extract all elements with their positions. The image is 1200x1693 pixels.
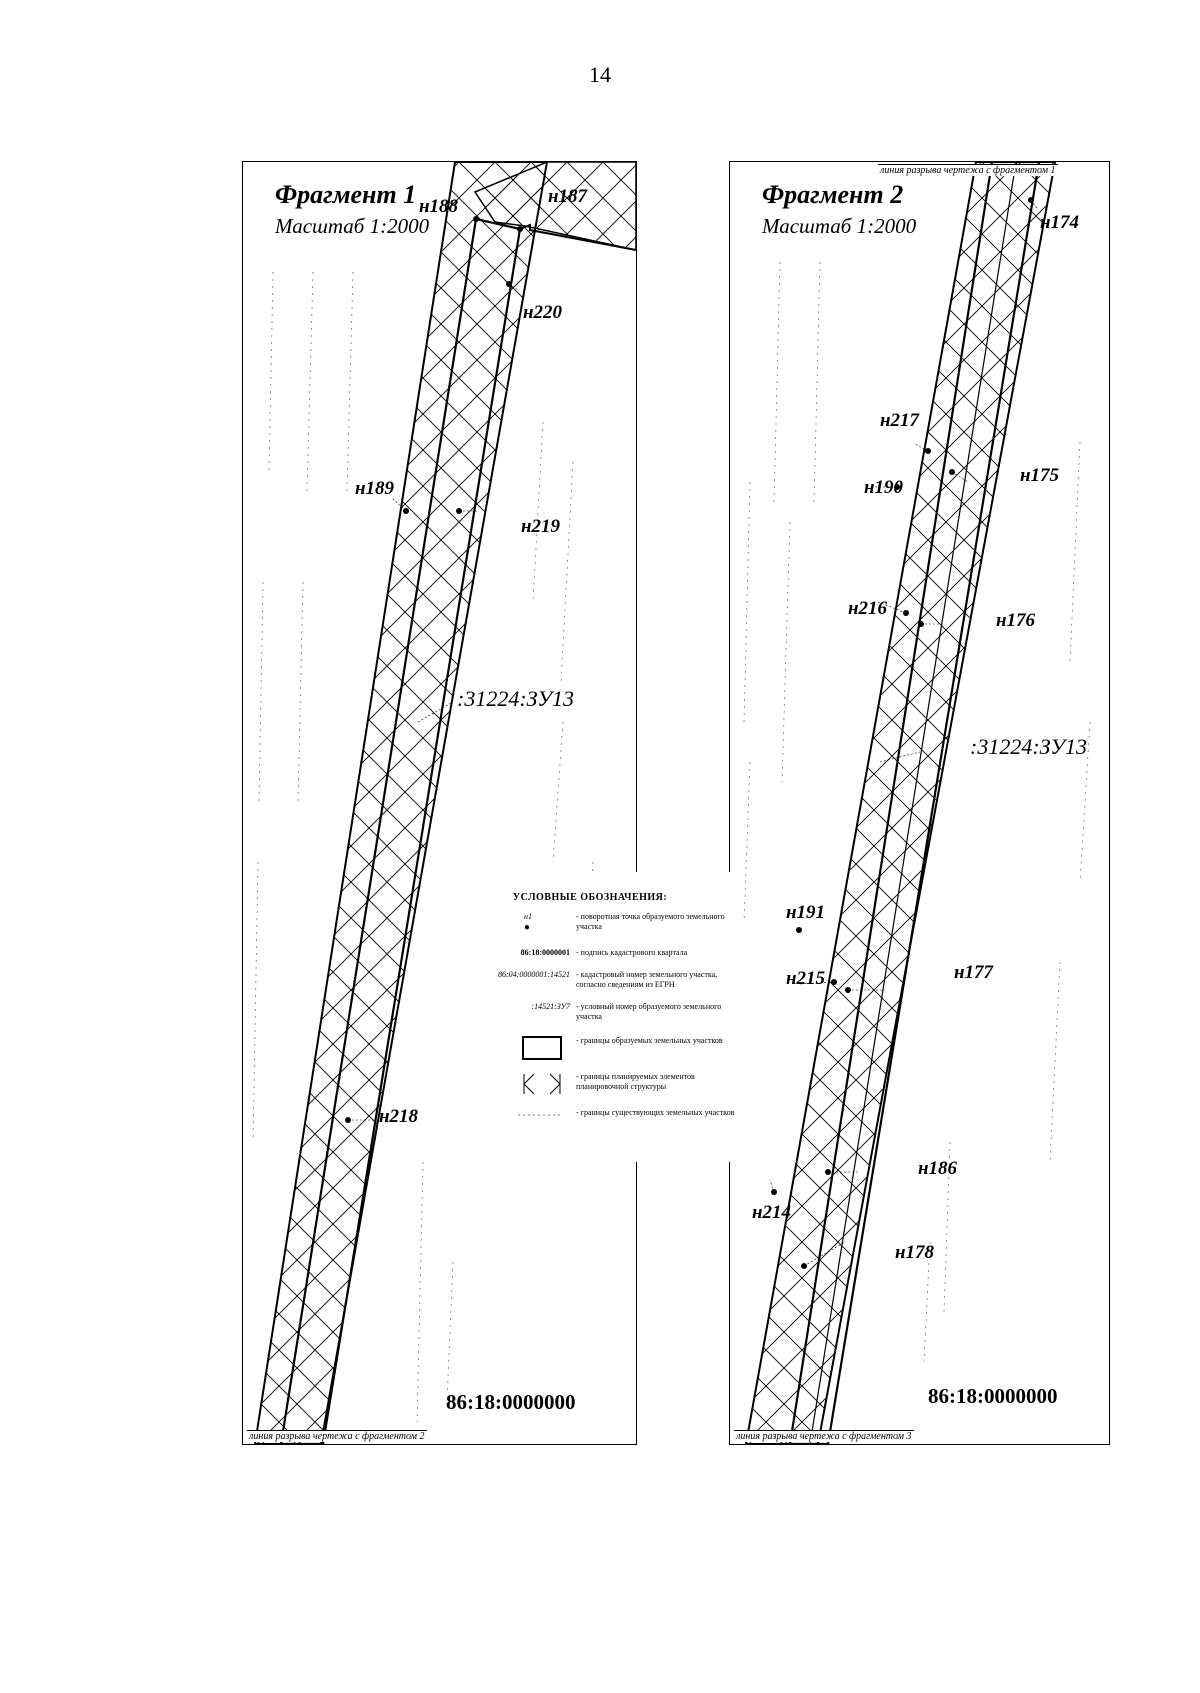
- break-line-label: линия разрыва чертежа с фрагментом 3: [736, 1431, 912, 1442]
- legend-symbol: :14521:ЗУ7: [531, 1002, 570, 1011]
- point-label: н218: [379, 1106, 419, 1127]
- break-line-label: линия разрыва чертежа с фрагментом 2: [249, 1431, 425, 1442]
- point-label: н176: [996, 610, 1036, 631]
- dashed-line-swatch-icon: [518, 1110, 562, 1120]
- legend-symbol: н1 ●: [523, 912, 532, 933]
- fragment-1-panel: [242, 161, 637, 1445]
- point-label: н186: [918, 1158, 958, 1179]
- turning-point-icon: ●: [523, 922, 530, 933]
- page-number: 14: [589, 62, 611, 87]
- point-label: н189: [355, 478, 395, 499]
- fragment-scale: Масштаб 1:2000: [275, 214, 430, 238]
- fragment-scale: Масштаб 1:2000: [762, 214, 917, 238]
- point-label: н214: [752, 1202, 792, 1223]
- point-label: н215: [786, 968, 826, 989]
- legend-item-cadastral-number: [440, 970, 740, 1002]
- point-label: н190: [864, 477, 904, 498]
- planning-boundary-strip: [255, 162, 547, 1444]
- parcel-number-label: :31224:ЗУ13: [970, 734, 1088, 759]
- legend-text: - границы существующих земельных участков: [576, 1108, 735, 1117]
- legend-symbol: [460, 1036, 570, 1066]
- legend-item-turning-point: [440, 912, 740, 944]
- legend-symbol: 86:18:0000001: [520, 948, 570, 957]
- legend-text: - условный номер образуемого земельного участка: [576, 1002, 722, 1021]
- legend-text: - поворотная точка образуемого земельного участка: [576, 912, 725, 931]
- legend-text: - границы планируемых элементов планировочной структуры: [576, 1072, 695, 1091]
- fragment-1-drawing: [243, 162, 636, 1444]
- point-label: н216: [848, 598, 888, 619]
- legend: [440, 872, 740, 1162]
- hatch-swatch-icon: [522, 1072, 562, 1096]
- legend-symbol: [460, 1108, 570, 1138]
- cadastral-quarter-label: 86:18:0000000: [446, 1390, 576, 1414]
- parcel-number-label: :31224:ЗУ13: [457, 686, 575, 711]
- point-label: н219: [521, 516, 561, 537]
- cadastral-quarter-label: 86:18:0000000: [928, 1384, 1058, 1408]
- legend-item-existing-parcels: [440, 1108, 740, 1140]
- point-label: н174: [1040, 212, 1080, 233]
- point-label: н217: [880, 410, 920, 431]
- fragment-title: Фрагмент 2: [762, 180, 904, 209]
- legend-text: - границы образуемых земельных участков: [576, 1036, 723, 1045]
- legend-title: УСЛОВНЫЕ ОБОЗНАЧЕНИЯ:: [512, 892, 668, 903]
- fragment-title: Фрагмент 1: [275, 180, 417, 209]
- legend-item-formed-parcels: [440, 1036, 740, 1068]
- break-line-top-label: линия разрыва чертежа с фрагментом 1: [880, 165, 1056, 176]
- point-label: н175: [1020, 465, 1060, 486]
- legend-symbol: 86:04:0000001:14521: [498, 970, 570, 979]
- legend-text: - кадастровый номер земельного участка, согласно сведениям из ЕГРН: [576, 970, 718, 989]
- point-label: н177: [954, 962, 994, 983]
- legend-item-conditional-number: [440, 1002, 740, 1034]
- legend-symbol: [460, 1072, 570, 1102]
- fragment-2-panel: [729, 161, 1110, 1445]
- point-label: н191: [786, 902, 826, 923]
- legend-item-planning-elements: [440, 1072, 740, 1104]
- point-label: н178: [895, 1242, 935, 1263]
- legend-text: - подпись кадастрового квартала: [576, 948, 688, 957]
- point-label: н220: [523, 302, 563, 323]
- parcel-boundary-swatch-icon: [522, 1036, 562, 1060]
- point-label: н188: [419, 196, 459, 217]
- point-label: н187: [548, 186, 588, 207]
